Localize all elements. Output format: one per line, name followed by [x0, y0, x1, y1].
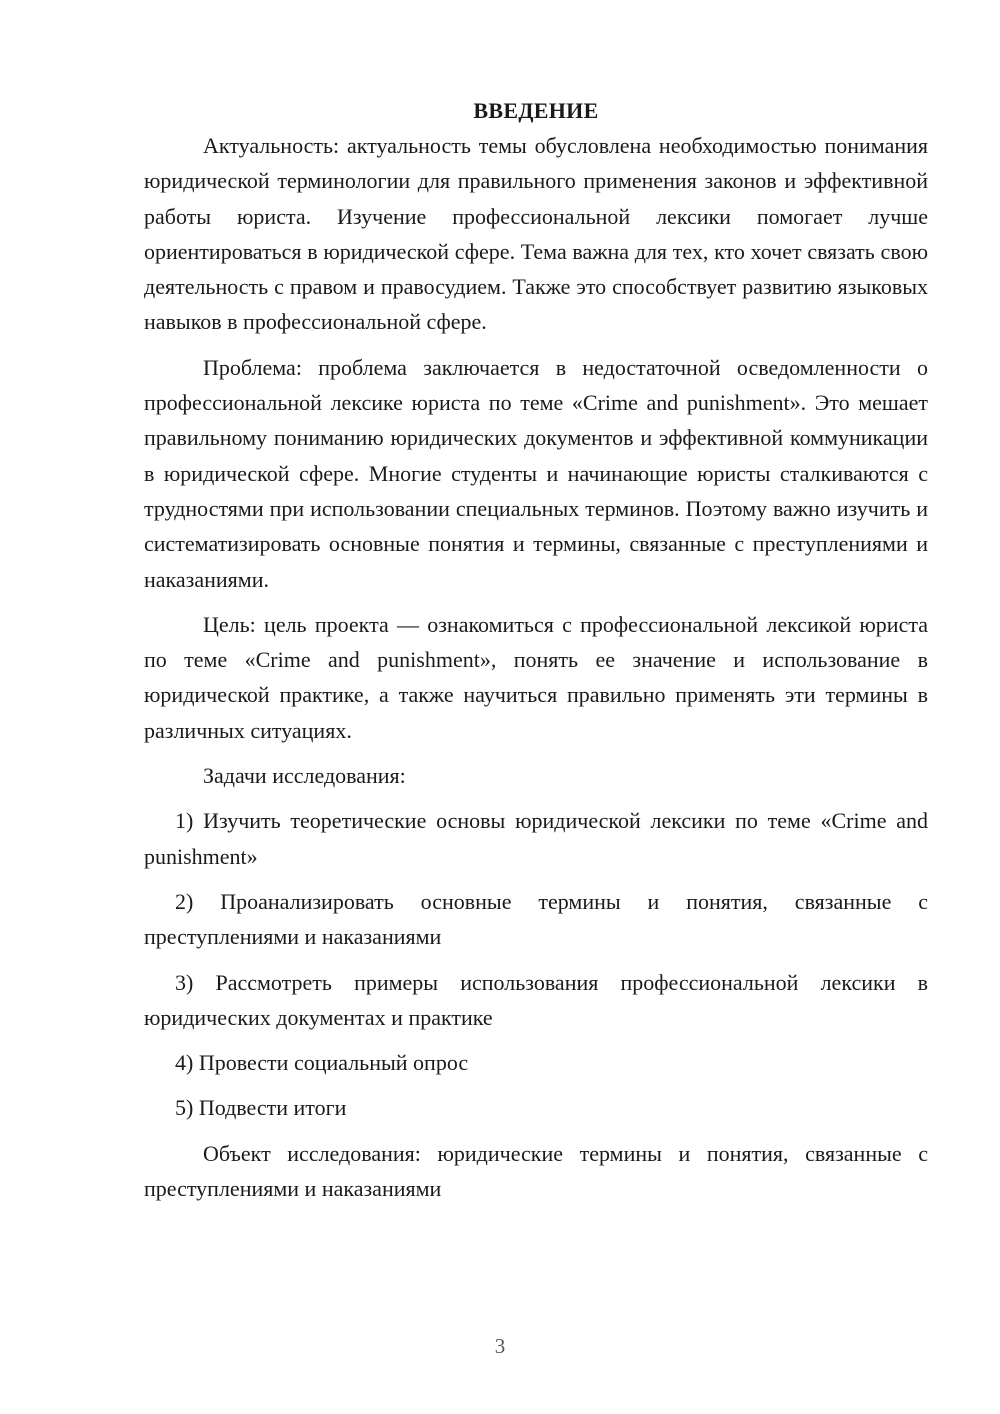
task-item-5: 5) Подвести итоги	[175, 1095, 347, 1121]
page-number: 3	[494, 1334, 506, 1358]
document-page	[144, 96, 928, 1216]
section-title: ВВЕДЕНИЕ	[473, 98, 599, 123]
paragraph-problem: Проблема: проблема заключается в недостаточной осведомленности о профессиональной лексике юриста по теме «Crime and punishment». Это мешает правильному пониманию юридических документов и эффективной коммуникации в юридической сфере. Многие студенты и начинающие юристы сталкиваются с трудностями при использовании специальных терминов. Поэтому важно изучить и систематизировать основные понятия и термины, связанные с преступлениями и наказаниями.	[144, 354, 928, 592]
task-item-4: 4) Провести социальный опрос	[175, 1050, 469, 1076]
tasks-heading: Задачи исследования:	[203, 763, 406, 789]
paragraph-object: Объект исследования: юридические термины и понятия, связанные с преступлениями и наказаниями	[144, 1140, 928, 1202]
paragraph-relevance: Актуальность: актуальность темы обусловлена необходимостью понимания юридической терминологии для правильного применения законов и эффективной работы юриста. Изучение профессиональной лексики помогает лучше ориентироваться в юридической сфере. Тема важна для тех, кто хочет связать свою деятельность с правом и правосудием. Также это способствует развитию языковых навыков в профессиональной сфере.	[144, 133, 928, 335]
task-item-2: 2) Проанализировать основные термины и понятия, связанные с преступлениями и наказаниями	[144, 888, 928, 950]
paragraph-goal: Цель: цель проекта — ознакомиться с профессиональной лексикой юриста по теме «Crime and punishment», понять ее значение и использование в юридической практике, а также научиться правильно применять эти термины в различных ситуациях.	[144, 611, 928, 743]
task-item-1: 1) Изучить теоретические основы юридической лексики по теме «Crime and punishment»	[144, 808, 928, 869]
task-item-3: 3) Рассмотреть примеры использования профессиональной лексики в юридических документах и практике	[144, 969, 928, 1030]
